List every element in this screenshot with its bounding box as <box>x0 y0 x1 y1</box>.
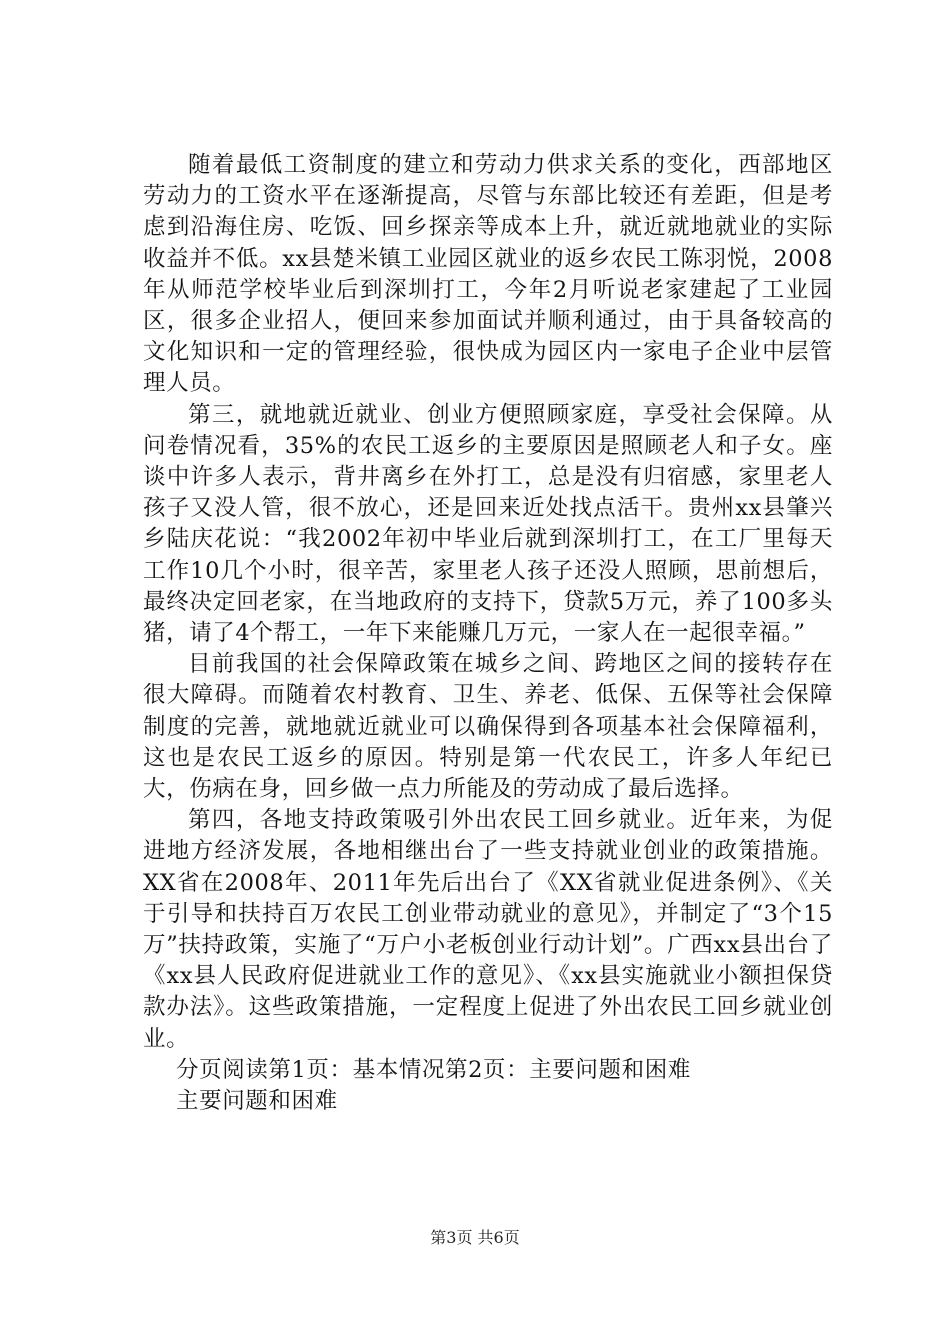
document-body <box>143 150 833 1117</box>
page-footer: 第3页 共6页 <box>430 1228 520 1247</box>
section-heading: 主要问题和困难 <box>176 1088 338 1115</box>
paragraph-point-three: 第三，就地就近就业、创业方便照顾家庭，享受社会保障。从问卷情况看，35%的农民工返乡的主要原因是照顾老人和子女。座谈中许多人表示，背井离乡在外打工，总是没有归宿感，家里老人孩子又没人管，很不放心，还是回来近处找点活干。贵州xx县肇兴乡陆庆花说：“我2002年初中毕业后就到深圳打工，在工厂里每天工作10几个小时，很辛苦，家里老人孩子还没人照顾，思前想后，最终决定回老家，在当地政府的支持下，贷款5万元，养了100多头猪，请了4个帮工，一年下来能赚几万元，一家人在一起很幸福。” <box>143 401 833 647</box>
pagination-line: 分页阅读第1页：基本情况第2页：主要问题和困难 <box>176 1056 691 1083</box>
paragraph-social-security: 目前我国的社会保障政策在城乡之间、跨地区之间的接转存在很大障碍。而随着农村教育、卫生、养老、低保、五保等社会保障制度的完善，就地就近就业可以确保得到各项基本社会保障福利，这也是农民工返乡的原因。特别是第一代农民工，许多人年纪已大，伤病在身，回乡做一点力所能及的劳动成了最后选择。 <box>143 651 833 803</box>
paragraph-wage-income: 随着最低工资制度的建立和劳动力供求关系的变化，西部地区劳动力的工资水平在逐渐提高，尽管与东部比较还有差距，但是考虑到沿海住房、吃饭、回乡探亲等成本上升，就近就地就业的实际收益并不低。xx县楚米镇工业园区就业的返乡农民工陈羽悦，2008年从师范学校毕业后到深圳打工，今年2月听说老家建起了工业园区，很多企业招人，便回来参加面试并顺利通过，由于具备较高的文化知识和一定的管理经验，很快成为园区内一家电子企业中层管理人员。 <box>143 152 833 397</box>
paragraph-point-four: 第四，各地支持政策吸引外出农民工回乡就业。近年来，为促进地方经济发展，各地相继出台了一些支持就业创业的政策措施。XX省在2008年、2011年先后出台了《XX省就业促进条例》、《关于引导和扶持百万农民工创业带动就业的意见》，并制定了“3个15万”扶持政策，实施了“万户小老板创业行动计划”。广西xx县出台了《xx县人民政府促进就业工作的意见》、《xx县实施就业小额担保贷款办法》。这些政策措施，一定程度上促进了外出农民工回乡就业创业。 <box>143 807 833 1052</box>
